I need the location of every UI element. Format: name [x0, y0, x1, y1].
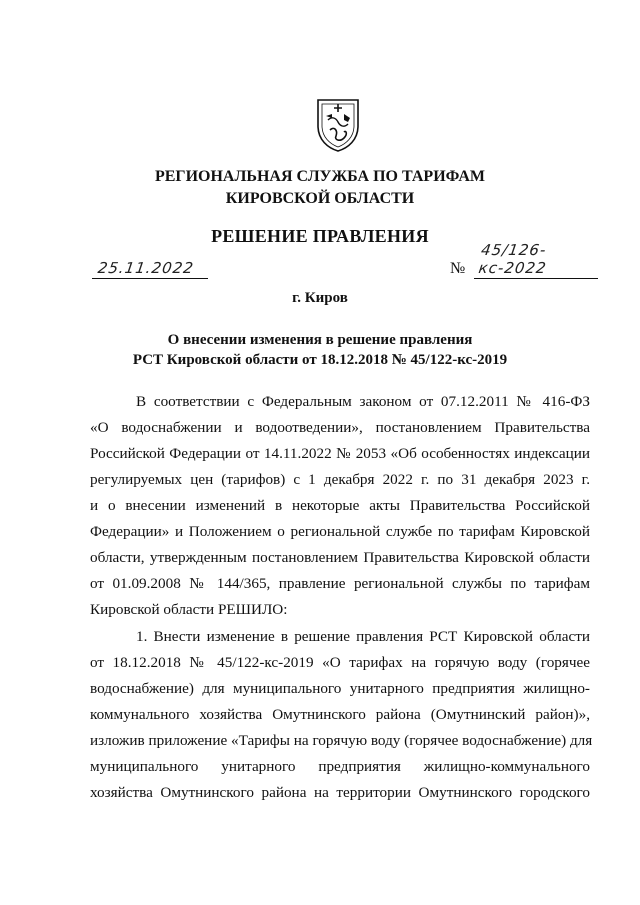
document-number: 45/126-кс-2022: [477, 241, 548, 277]
preamble-line: и о внесении изменений в некоторые акты Правительства Российской: [90, 497, 590, 514]
preamble-line: регулируемых цен (тарифов) с 1 декабря 2022 г. по 31 декабря 2023 г.: [90, 471, 590, 488]
item1-line: водоснабжение) для муниципального унитарного предприятия жилищно-: [90, 680, 590, 697]
item1-line: изложив приложение «Тарифы на горячую воду (горячее водоснабжение) для: [90, 732, 593, 749]
item1-line: 1. Внести изменение в решение правления РСТ Кировской области: [136, 628, 590, 645]
preamble-line: «О водоснабжении и водоотведении», постановлением Правительства: [90, 419, 590, 436]
document-date-field: [92, 258, 208, 279]
preamble-line: В соответствии с Федеральным законом от 07.12.2011 № 416-ФЗ: [136, 393, 590, 410]
preamble-line: области, утвержденным постановлением Правительства Кировской области: [90, 549, 590, 566]
subject-line1: О внесении изменения в решение правления: [167, 332, 473, 348]
preamble-line: Российской Федерации от 14.11.2022 № 2053 «Об особенностях индексации: [90, 445, 590, 462]
document-type-title: РЕШЕНИЕ ПРАВЛЕНИЯ: [211, 226, 429, 246]
item1-line: муниципального унитарного предприятия жилищно-коммунального: [90, 758, 590, 775]
document-date: 25.11.2022: [96, 259, 196, 277]
subject-line2: РСТ Кировской области от 18.12.2018 № 45/122-кс-2019: [132, 352, 508, 368]
document-number-field: [474, 241, 598, 279]
organization-name-line1: РЕГИОНАЛЬНАЯ СЛУЖБА ПО ТАРИФАМ: [154, 168, 486, 185]
item1-line: от 18.12.2018 № 45/122-кс-2019 «О тарифах на горячую воду (горячее: [90, 654, 590, 671]
city-name: г. Киров: [292, 290, 348, 306]
preamble-line: Кировской области РЕШИЛО:: [90, 601, 288, 618]
organization-name-line2: КИРОВСКОЙ ОБЛАСТИ: [225, 190, 415, 207]
item1-line: хозяйства Омутнинского района на территории Омутнинского городского: [90, 784, 590, 801]
number-sign: №: [450, 260, 466, 277]
preamble-line: Федерации» и Положением о региональной службе по тарифам Кировской: [90, 523, 590, 540]
coat-of-arms-icon: [314, 96, 362, 152]
item1-line: коммунального хозяйства Омутнинского района (Омутнинский район)»,: [90, 706, 590, 723]
preamble-line: от 01.09.2008 № 144/365, правление региональной службы по тарифам: [90, 575, 590, 592]
